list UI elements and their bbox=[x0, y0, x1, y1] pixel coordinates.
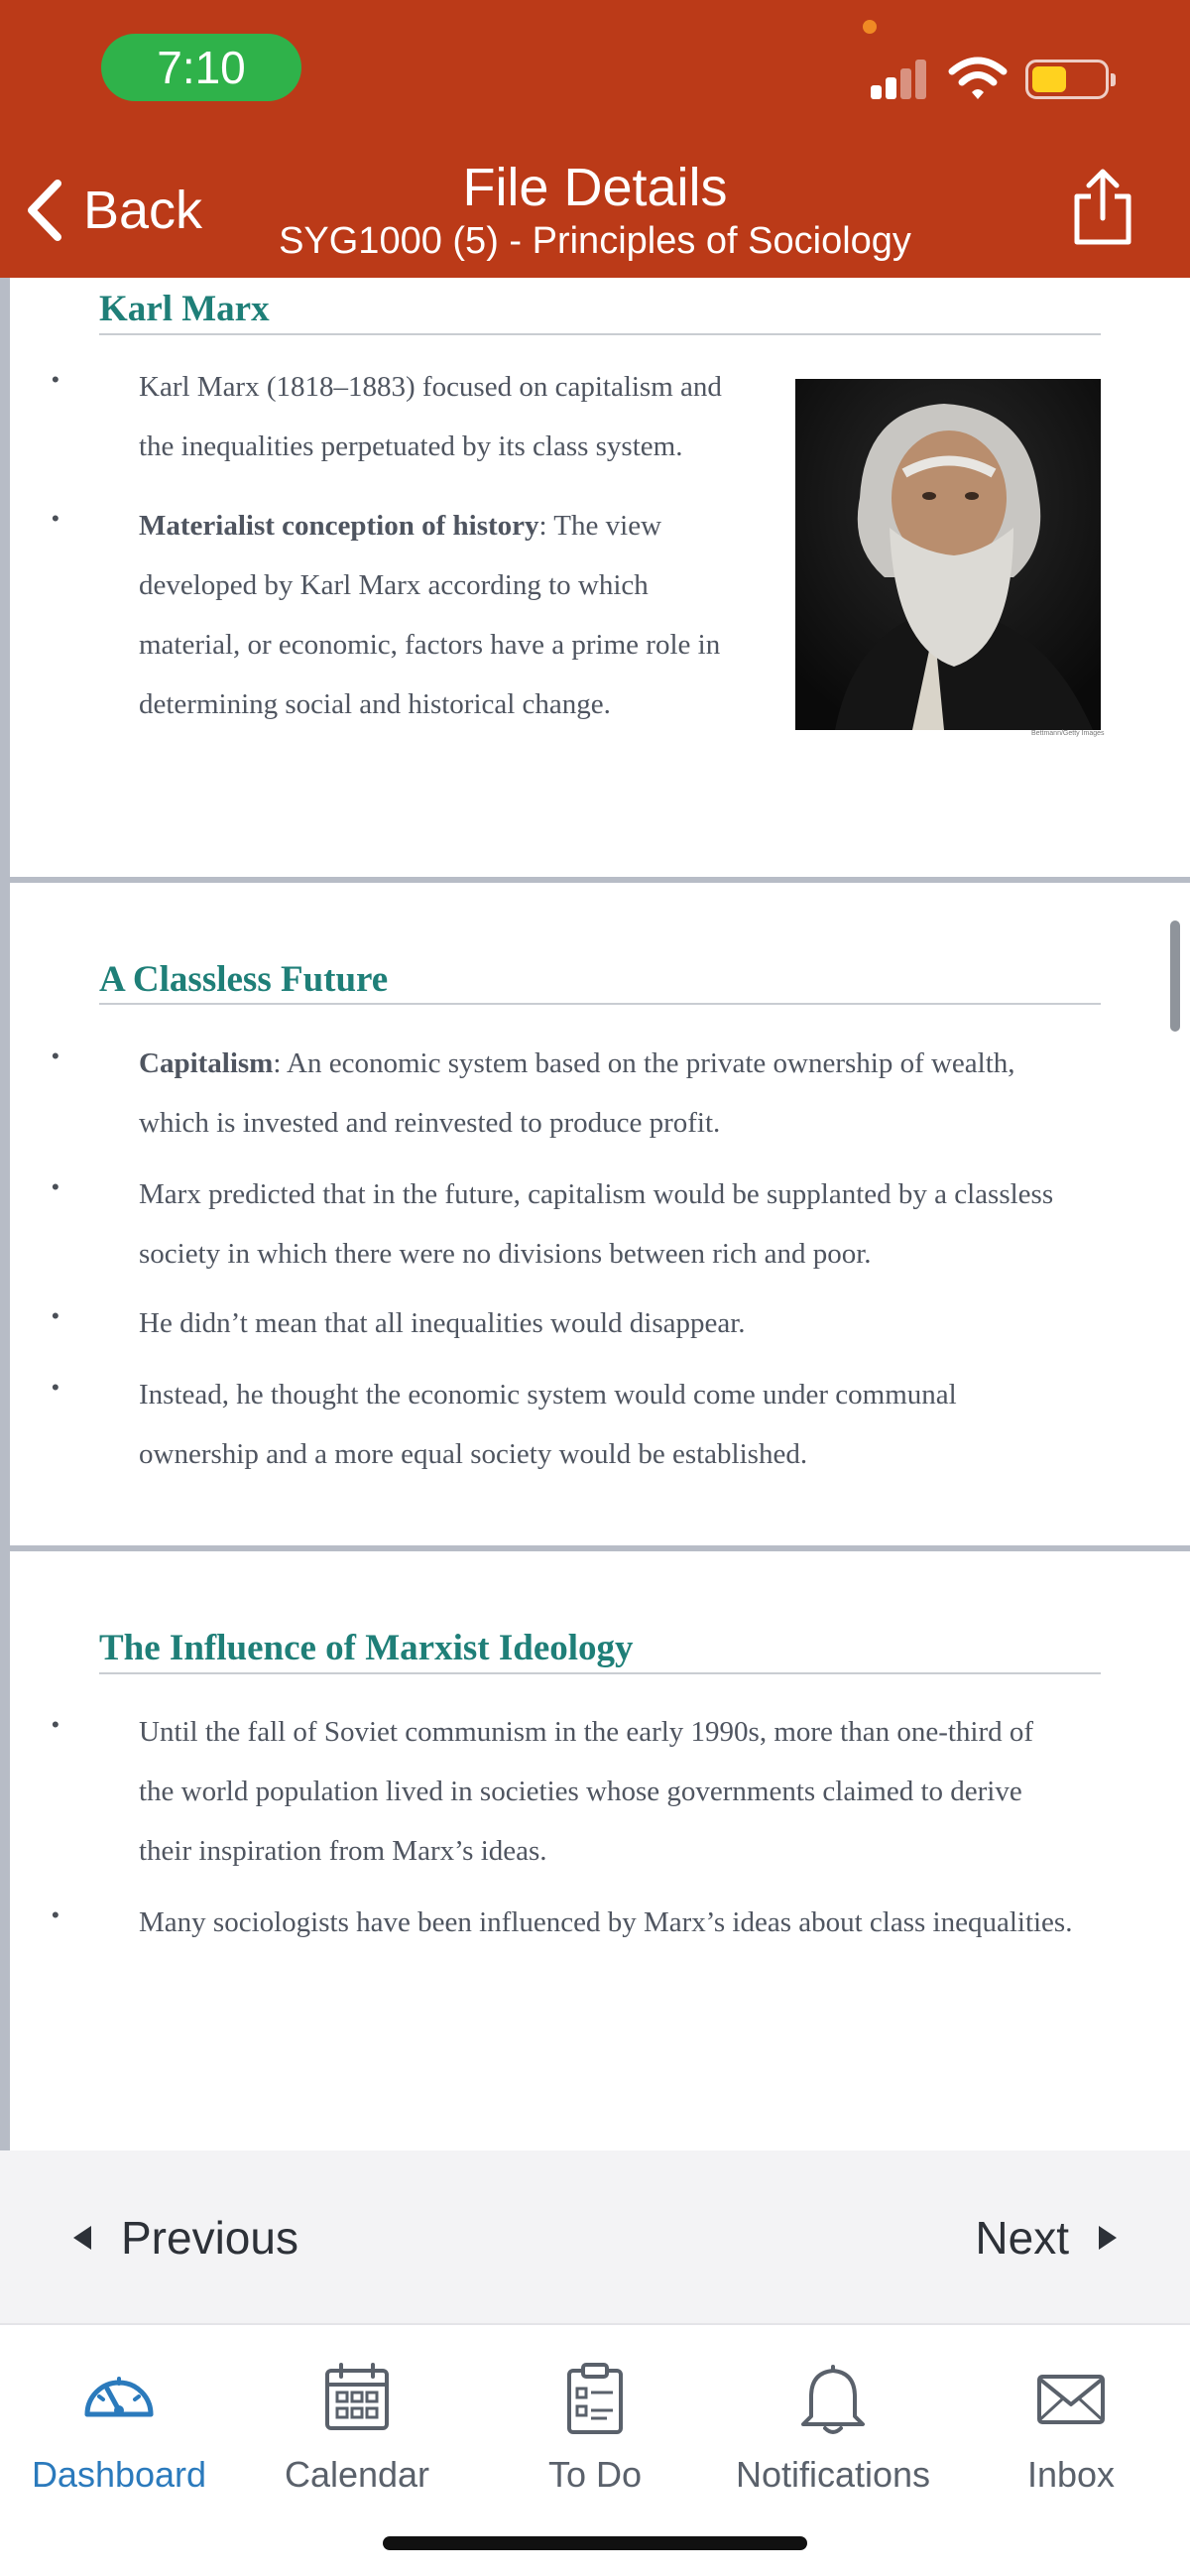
document-scrollbar[interactable] bbox=[1170, 920, 1180, 1032]
tab-dashboard[interactable] bbox=[0, 2341, 238, 2510]
tab-label: To Do bbox=[547, 2454, 643, 2495]
slide-title-karl-marx: Karl Marx bbox=[99, 289, 270, 329]
dashboard-gauge-icon bbox=[79, 2359, 159, 2438]
slide-title-marxist-ideology: The Influence of Marxist Ideology bbox=[99, 1628, 634, 1668]
slide-divider bbox=[10, 877, 1190, 883]
bullet-text: He didn’t mean that all inequalities would disappear. bbox=[139, 1307, 746, 1339]
share-icon[interactable] bbox=[1067, 167, 1138, 248]
bullet-marker: • bbox=[52, 367, 60, 392]
page-title: File Details bbox=[462, 158, 728, 217]
bullet-marker: • bbox=[52, 1043, 60, 1068]
bullet-marker: • bbox=[52, 506, 60, 531]
bullet-marker: • bbox=[52, 1303, 60, 1328]
battery-icon bbox=[1025, 60, 1109, 99]
bullet-text: Karl Marx (1818–1883) focused on capitalism and the inequalities perpetuated by its class system. bbox=[139, 371, 722, 462]
envelope-icon bbox=[1031, 2359, 1111, 2438]
bullet-text: Instead, he thought the economic system would come under communal ownership and a more equal society would be established. bbox=[139, 1379, 957, 1470]
title-underline bbox=[99, 1003, 1101, 1005]
karl-marx-portrait-image bbox=[795, 379, 1101, 730]
back-label: Back bbox=[83, 181, 203, 240]
wifi-icon bbox=[948, 56, 1008, 101]
status-time: 7:10 bbox=[101, 34, 301, 101]
bullet-text: Capitalism: An economic system based on the private ownership of wealth, which is invested and reinvested to produce profit. bbox=[139, 1047, 1015, 1139]
next-button[interactable] bbox=[975, 2200, 1117, 2275]
home-indicator[interactable] bbox=[383, 2536, 807, 2550]
image-credit: Bettmann/Getty Images bbox=[1031, 730, 1105, 737]
pager-bar bbox=[0, 2150, 1190, 2323]
tab-label: Dashboard bbox=[31, 2454, 207, 2495]
calendar-icon bbox=[317, 2359, 397, 2438]
previous-button[interactable] bbox=[73, 2200, 298, 2275]
bullet-text: Until the fall of Soviet communism in the early 1990s, more than one-third of the world population lived in societies whose governments claimed to derive their inspiration from Marx’s ideas. bbox=[139, 1716, 1034, 1867]
bullet-marker: • bbox=[52, 1174, 60, 1199]
title-underline bbox=[99, 333, 1101, 335]
bullet-marker: • bbox=[52, 1375, 60, 1400]
bullet-text: Materialist conception of history: The view developed by Karl Marx according to which material, or economic, factors have a prime role in determining social and historical change. bbox=[139, 510, 721, 720]
bullet-text: Many sociologists have been influenced by Marx’s ideas about class inequalities. bbox=[139, 1906, 1073, 1938]
document-left-rail bbox=[0, 278, 10, 2150]
bullet-text: Marx predicted that in the future, capitalism would be supplanted by a classless society in which there were no divisions between rich and poor. bbox=[139, 1178, 1054, 1270]
slide-divider bbox=[10, 1545, 1190, 1551]
clipboard-checklist-icon bbox=[555, 2359, 635, 2438]
caret-left-icon bbox=[73, 2226, 91, 2250]
bullet-marker: • bbox=[52, 1712, 60, 1737]
caret-right-icon bbox=[1099, 2226, 1117, 2250]
cellular-signal-icon bbox=[871, 58, 930, 99]
tab-label: Inbox bbox=[1026, 2454, 1116, 2495]
previous-label: Previous bbox=[121, 2212, 298, 2264]
next-label: Next bbox=[975, 2212, 1069, 2264]
tab-todo[interactable] bbox=[476, 2341, 714, 2510]
tab-notifications[interactable] bbox=[714, 2341, 952, 2510]
tab-calendar[interactable] bbox=[238, 2341, 476, 2510]
course-subtitle: SYG1000 (5) - Principles of Sociology bbox=[279, 220, 911, 262]
document-viewer[interactable] bbox=[0, 278, 1190, 2150]
header-bar bbox=[0, 0, 1190, 278]
bullet-marker: • bbox=[52, 1902, 60, 1927]
tab-inbox[interactable] bbox=[952, 2341, 1190, 2510]
tab-label: Notifications bbox=[735, 2454, 931, 2495]
slide-title-classless-future: A Classless Future bbox=[99, 959, 389, 1000]
recording-indicator-dot bbox=[863, 20, 877, 34]
title-underline bbox=[99, 1672, 1101, 1674]
bell-icon bbox=[793, 2359, 873, 2438]
tab-label: Calendar bbox=[284, 2454, 430, 2495]
